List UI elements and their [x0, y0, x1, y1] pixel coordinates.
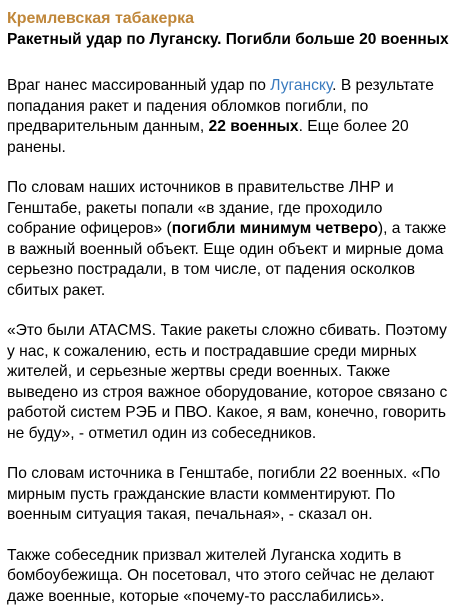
post-headline: Ракетный удар по Луганску. Погибли больше 20 военных [7, 30, 454, 50]
paragraph-1-text-c: . Еще более 20 ранены. [7, 118, 409, 156]
paragraph-2-text-a: По словам наших источников в правительстве ЛНР и Генштабе, ракеты попали «в здание, где проходило собрание офицеров» ( [7, 179, 394, 237]
paragraph-2-bold: погибли минимум четверо [172, 220, 378, 237]
paragraph-1 [7, 76, 454, 158]
channel-name[interactable]: Кремлевская табакерка [7, 10, 454, 28]
lugansk-hashtag-link[interactable]: Луганску [270, 77, 332, 94]
paragraph-2 [7, 178, 454, 301]
paragraph-1-text-a: Враг нанес массированный удар по [7, 77, 270, 94]
paragraph-1-text-b: . В результате попадания ракет и падения обломков погибли, по предварительным данным, [7, 77, 434, 135]
paragraph-1-bold: 22 военных [209, 118, 299, 135]
paragraph-2-text-b: ), а также в важный военный объект. Еще один объект и мирные дома серьезно пострадали, в том числе, от падения осколков сбитых ракет. [7, 220, 446, 299]
paragraph-3: «Это были ATACMS. Такие ракеты сложно сбивать. Поэтому у нас, к сожалению, есть и пострадавшие среди мирных жителей, и серьезные жертвы среди военных. Также выведено из строя важное оборудование, которое связано с работой систем РЭБ и ПВО. Какое, я вам, конечно, говорить не буду», - отметил один из собеседников. [7, 321, 454, 444]
paragraph-4: По словам источника в Генштабе, погибли 22 военных. «По мирным пусть гражданские власти комментируют. По военным ситуация такая, печальная», - сказал он. [7, 464, 454, 526]
paragraph-5: Также собеседник призвал жителей Луганска ходить в бомбоубежища. Он посетовал, что этого сейчас не делают даже военные, которые «почему-то расслабились». [7, 546, 454, 607]
